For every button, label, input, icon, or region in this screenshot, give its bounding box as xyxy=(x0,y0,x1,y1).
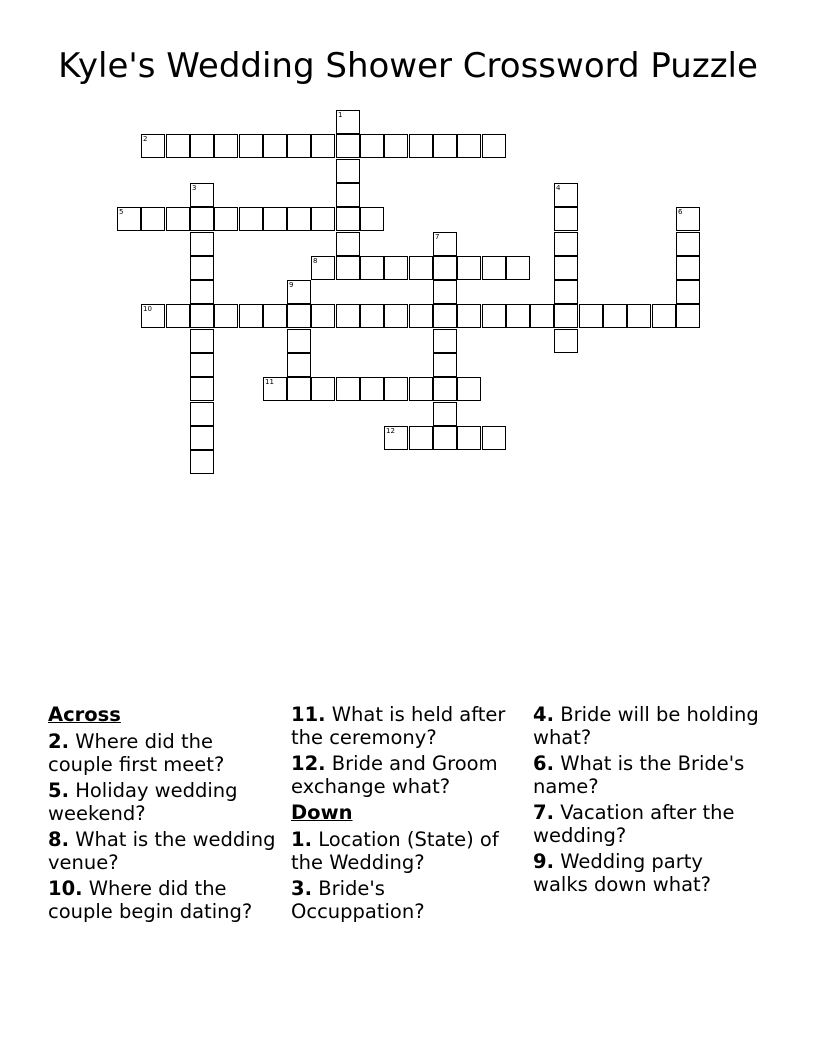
grid-cell[interactable] xyxy=(360,207,384,231)
grid-cell[interactable] xyxy=(457,304,481,328)
clue-number: 1 xyxy=(338,111,343,119)
grid-cell[interactable] xyxy=(336,256,360,280)
clue-number: 12 xyxy=(386,427,395,435)
grid-cell[interactable] xyxy=(457,377,481,401)
grid-cell[interactable] xyxy=(409,304,433,328)
grid-cell[interactable] xyxy=(214,304,238,328)
grid-cell[interactable] xyxy=(287,304,311,328)
crossword-grid xyxy=(0,0,816,520)
grid-cell[interactable] xyxy=(676,207,700,231)
grid-cell[interactable] xyxy=(360,304,384,328)
grid-cell[interactable] xyxy=(409,256,433,280)
grid-cell[interactable] xyxy=(239,304,263,328)
grid-cell[interactable] xyxy=(409,377,433,401)
grid-cell[interactable] xyxy=(409,426,433,450)
grid-cell[interactable] xyxy=(676,232,700,256)
grid-cell[interactable] xyxy=(263,134,287,158)
grid-cell[interactable] xyxy=(336,134,360,158)
grid-cell[interactable] xyxy=(311,207,335,231)
grid-cell[interactable] xyxy=(166,304,190,328)
grid-cell[interactable] xyxy=(506,256,530,280)
grid-cell[interactable] xyxy=(554,232,578,256)
grid-cell[interactable] xyxy=(554,183,578,207)
grid-cell[interactable] xyxy=(433,402,457,426)
clue-number: 11 xyxy=(265,378,274,386)
clue-down-3: 3. Bride's Occuppation? xyxy=(291,877,425,923)
grid-cell[interactable] xyxy=(336,377,360,401)
grid-cell[interactable] xyxy=(336,232,360,256)
grid-cell[interactable] xyxy=(287,329,311,353)
grid-cell[interactable] xyxy=(190,134,214,158)
grid-cell[interactable] xyxy=(336,110,360,134)
grid-cell[interactable] xyxy=(433,426,457,450)
grid-cell[interactable] xyxy=(530,304,554,328)
grid-cell[interactable] xyxy=(336,207,360,231)
grid-cell[interactable] xyxy=(409,134,433,158)
clue-across-8: 8. What is the wedding venue? xyxy=(48,828,276,874)
grid-cell[interactable] xyxy=(190,450,214,474)
grid-cell[interactable] xyxy=(336,304,360,328)
grid-cell[interactable] xyxy=(239,207,263,231)
grid-cell[interactable] xyxy=(433,353,457,377)
grid-cell[interactable] xyxy=(384,256,408,280)
grid-cell[interactable] xyxy=(190,353,214,377)
grid-cell[interactable] xyxy=(141,304,165,328)
grid-cell[interactable] xyxy=(190,207,214,231)
grid-cell[interactable] xyxy=(141,207,165,231)
grid-cell[interactable] xyxy=(579,304,603,328)
clue-down-7: 7. Vacation after the wedding? xyxy=(533,801,735,847)
grid-cell[interactable] xyxy=(190,329,214,353)
grid-cell[interactable] xyxy=(433,304,457,328)
grid-cell[interactable] xyxy=(482,134,506,158)
grid-cell[interactable] xyxy=(554,256,578,280)
grid-cell[interactable] xyxy=(482,426,506,450)
grid-cell[interactable] xyxy=(433,256,457,280)
grid-cell[interactable] xyxy=(433,280,457,304)
grid-cell[interactable] xyxy=(603,304,627,328)
clue-column-2 xyxy=(291,703,523,926)
grid-cell[interactable] xyxy=(676,280,700,304)
grid-cell[interactable] xyxy=(554,329,578,353)
clue-down-4: 4. Bride will be holding what? xyxy=(533,703,759,749)
grid-cell[interactable] xyxy=(190,256,214,280)
grid-cell[interactable] xyxy=(287,377,311,401)
grid-cell[interactable] xyxy=(190,280,214,304)
grid-cell[interactable] xyxy=(239,134,263,158)
clue-down-6: 6. What is the Bride's name? xyxy=(533,752,745,798)
grid-cell[interactable] xyxy=(214,207,238,231)
grid-cell[interactable] xyxy=(287,134,311,158)
grid-cell[interactable] xyxy=(384,304,408,328)
clue-number: 6 xyxy=(678,208,683,216)
clue-across-2: 2. Where did the couple first meet? xyxy=(48,730,225,776)
grid-cell[interactable] xyxy=(457,134,481,158)
clue-column-3 xyxy=(533,703,763,899)
grid-cell[interactable] xyxy=(190,232,214,256)
grid-cell[interactable] xyxy=(482,256,506,280)
grid-cell[interactable] xyxy=(554,280,578,304)
clue-number: 5 xyxy=(119,208,124,216)
grid-cell[interactable] xyxy=(360,377,384,401)
clue-number: 4 xyxy=(556,184,561,192)
grid-cell[interactable] xyxy=(263,207,287,231)
across-heading: Across xyxy=(48,703,121,726)
clue-number: 3 xyxy=(192,184,197,192)
grid-cell[interactable] xyxy=(384,134,408,158)
grid-cell[interactable] xyxy=(190,402,214,426)
grid-cell[interactable] xyxy=(190,183,214,207)
clue-across-5: 5. Holiday wedding weekend? xyxy=(48,779,238,825)
clue-down-1: 1. Location (State) of the Wedding? xyxy=(291,828,499,874)
grid-cell[interactable] xyxy=(433,377,457,401)
clue-column-1 xyxy=(48,703,283,926)
clue-across-12: 12. Bride and Groom exchange what? xyxy=(291,752,498,798)
grid-cell[interactable] xyxy=(384,377,408,401)
grid-cell[interactable] xyxy=(433,232,457,256)
grid-cell[interactable] xyxy=(457,256,481,280)
grid-cell[interactable] xyxy=(336,183,360,207)
grid-cell[interactable] xyxy=(554,304,578,328)
grid-cell[interactable] xyxy=(311,304,335,328)
grid-cell[interactable] xyxy=(360,256,384,280)
grid-cell[interactable] xyxy=(311,134,335,158)
grid-cell[interactable] xyxy=(287,280,311,304)
clue-number: 7 xyxy=(435,233,440,241)
grid-cell[interactable] xyxy=(336,159,360,183)
clue-number: 2 xyxy=(143,135,148,143)
clue-across-10: 10. Where did the couple begin dating? xyxy=(48,877,253,923)
clue-number: 9 xyxy=(289,281,294,289)
grid-cell[interactable] xyxy=(141,134,165,158)
grid-cell[interactable] xyxy=(263,304,287,328)
grid-cell[interactable] xyxy=(676,304,700,328)
grid-cell[interactable] xyxy=(190,304,214,328)
grid-cell[interactable] xyxy=(287,207,311,231)
grid-cell[interactable] xyxy=(166,207,190,231)
grid-cell[interactable] xyxy=(457,426,481,450)
grid-cell[interactable] xyxy=(554,207,578,231)
grid-cell[interactable] xyxy=(311,256,335,280)
page-title: Kyle's Wedding Shower Crossword Puzzle xyxy=(58,46,758,86)
grid-cell[interactable] xyxy=(190,426,214,450)
grid-cell[interactable] xyxy=(190,377,214,401)
grid-cell[interactable] xyxy=(287,353,311,377)
grid-cell[interactable] xyxy=(676,256,700,280)
grid-cell[interactable] xyxy=(384,426,408,450)
grid-cell[interactable] xyxy=(433,329,457,353)
clue-number: 8 xyxy=(313,257,318,265)
grid-cell[interactable] xyxy=(506,304,530,328)
grid-cell[interactable] xyxy=(117,207,141,231)
grid-cell[interactable] xyxy=(627,304,651,328)
grid-cell[interactable] xyxy=(166,134,190,158)
grid-cell[interactable] xyxy=(652,304,676,328)
clue-down-9: 9. Wedding party walks down what? xyxy=(533,850,712,896)
down-heading: Down xyxy=(291,801,353,824)
grid-cell[interactable] xyxy=(482,304,506,328)
grid-cell[interactable] xyxy=(433,134,457,158)
clue-across-11: 11. What is held after the ceremony? xyxy=(291,703,506,749)
grid-cell[interactable] xyxy=(214,134,238,158)
grid-cell[interactable] xyxy=(360,134,384,158)
grid-cell[interactable] xyxy=(263,377,287,401)
grid-cell[interactable] xyxy=(311,377,335,401)
clue-number: 10 xyxy=(143,305,152,313)
